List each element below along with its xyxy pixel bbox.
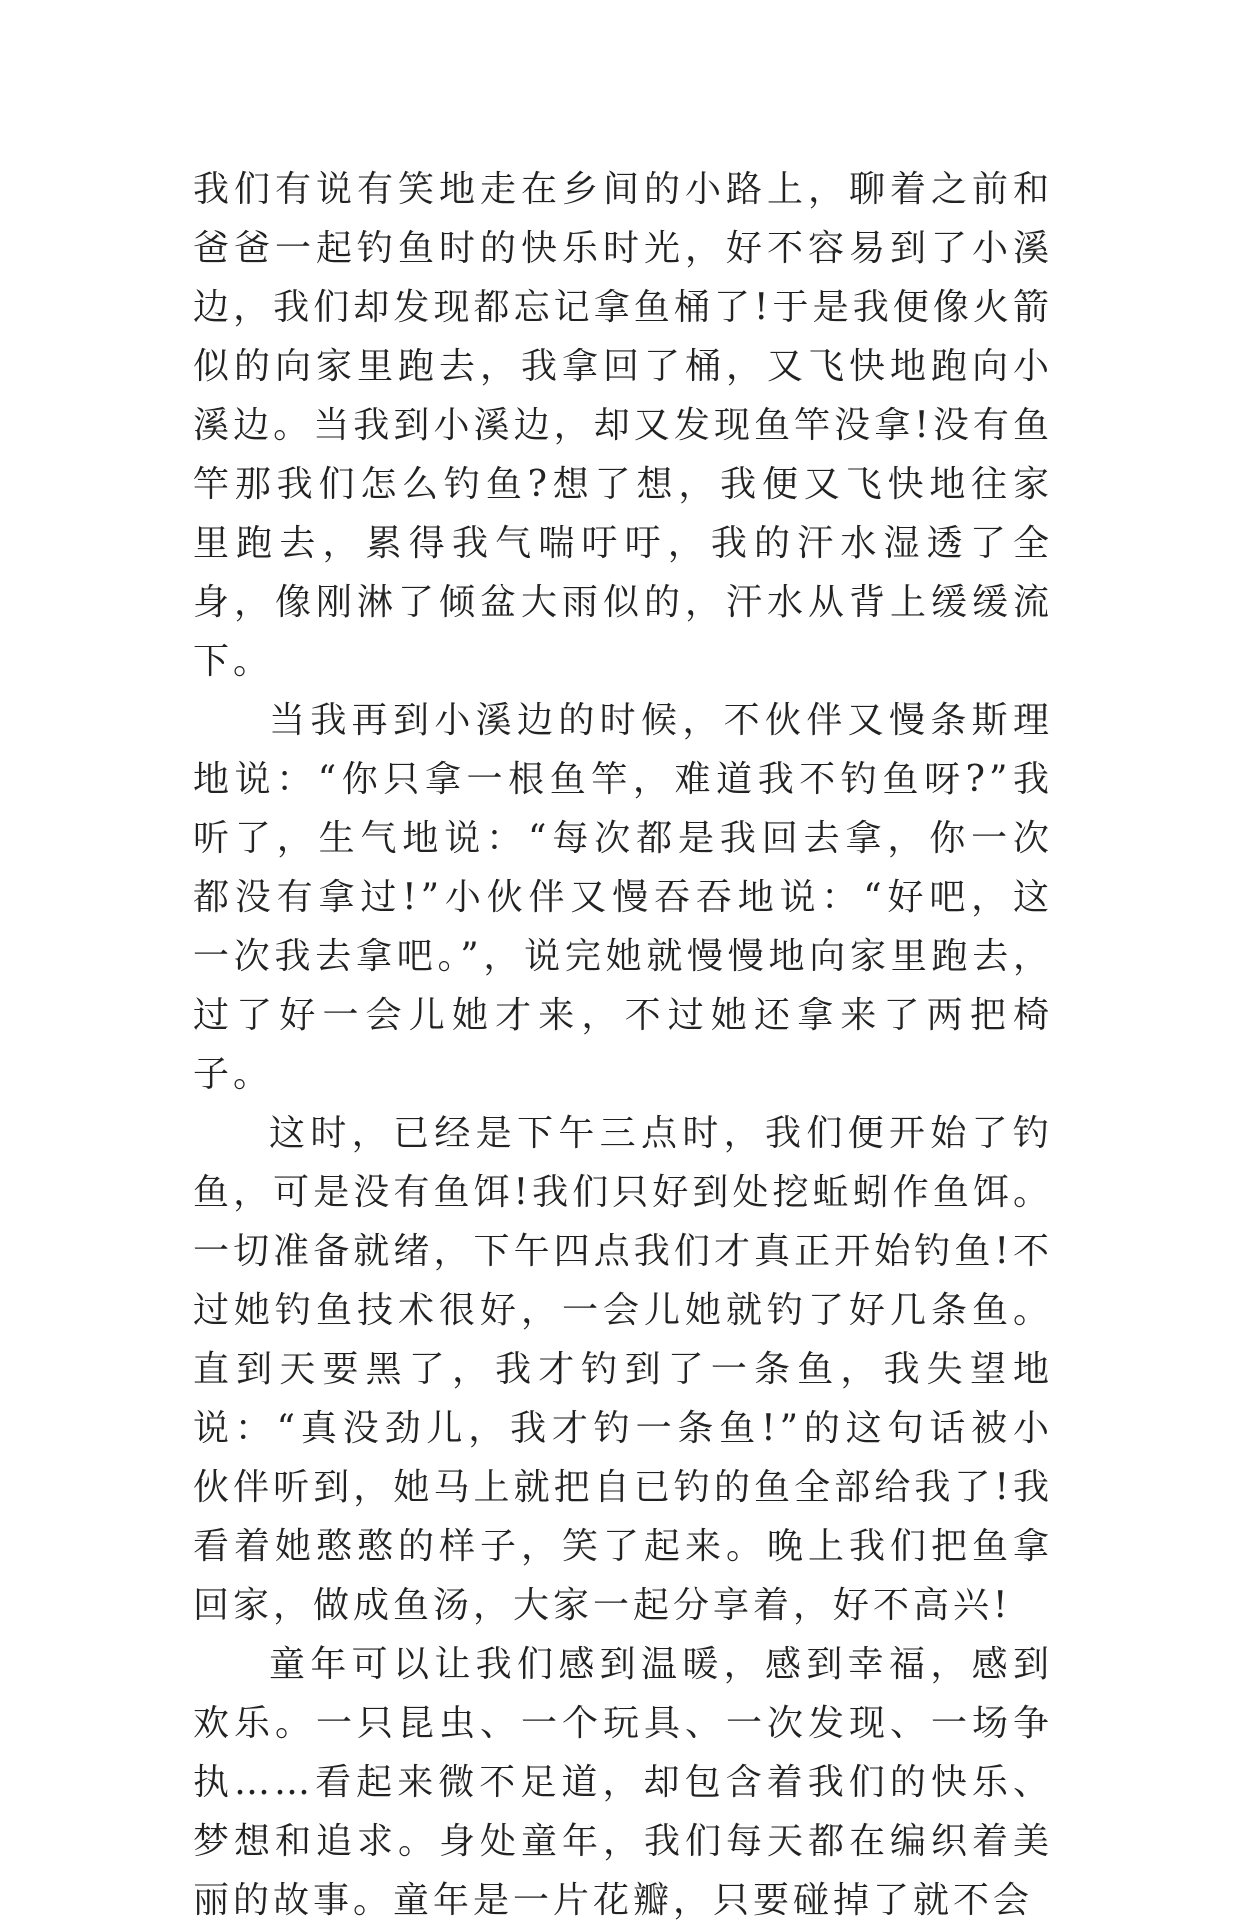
document-body [193, 160, 1053, 1930]
paragraph-4: 童年可以让我们感到温暖，感到幸福，感到欢乐。一只昆虫、一个玩具、一次发现、一场争执……看起来微不足道，却包含着我们的快乐、梦想和追求。身处童年，我们每天都在编织着美丽的故事。童年是一片花瓣，只要碰掉了就不会 [193, 1644, 1053, 1921]
paragraph-2: 当我再到小溪边的时候，不伙伴又慢条斯理地说：“你只拿一根鱼竿，难道我不钓鱼呀?”我听了，生气地说：“每次都是我回去拿，你一次都没有拿过!”小伙伴又慢吞吞地说：“好吧，这一次我去拿吧。”，说完她就慢慢地向家里跑去，过了好一会儿她才来，不过她还拿来了两把椅子。 [193, 700, 1053, 1095]
paragraph-3: 这时，已经是下午三点时，我们便开始了钓鱼，可是没有鱼饵!我们只好到处挖蚯蚓作鱼饵。一切准备就绪，下午四点我们才真正开始钓鱼!不过她钓鱼技术很好，一会儿她就钓了好几条鱼。直到天要黑了，我才钓到了一条鱼，我失望地说：“真没劲儿，我才钓一条鱼!”的这句话被小伙伴听到，她马上就把自已钓的鱼全部给我了!我看着她憨憨的样子，笑了起来。晚上我们把鱼拿回家，做成鱼汤，大家一起分享着，好不高兴! [193, 1113, 1053, 1626]
paragraph-1: 我们有说有笑地走在乡间的小路上，聊着之前和爸爸一起钓鱼时的快乐时光，好不容易到了小溪边，我们却发现都忘记拿鱼桶了!于是我便像火箭似的向家里跑去，我拿回了桶，又飞快地跑向小溪边。当我到小溪边，却又发现鱼竿没拿!没有鱼竿那我们怎么钓鱼?想了想，我便又飞快地往家里跑去，累得我气喘吁吁，我的汗水湿透了全身，像刚淋了倾盆大雨似的，汗水从背上缓缓流下。 [193, 169, 1053, 682]
